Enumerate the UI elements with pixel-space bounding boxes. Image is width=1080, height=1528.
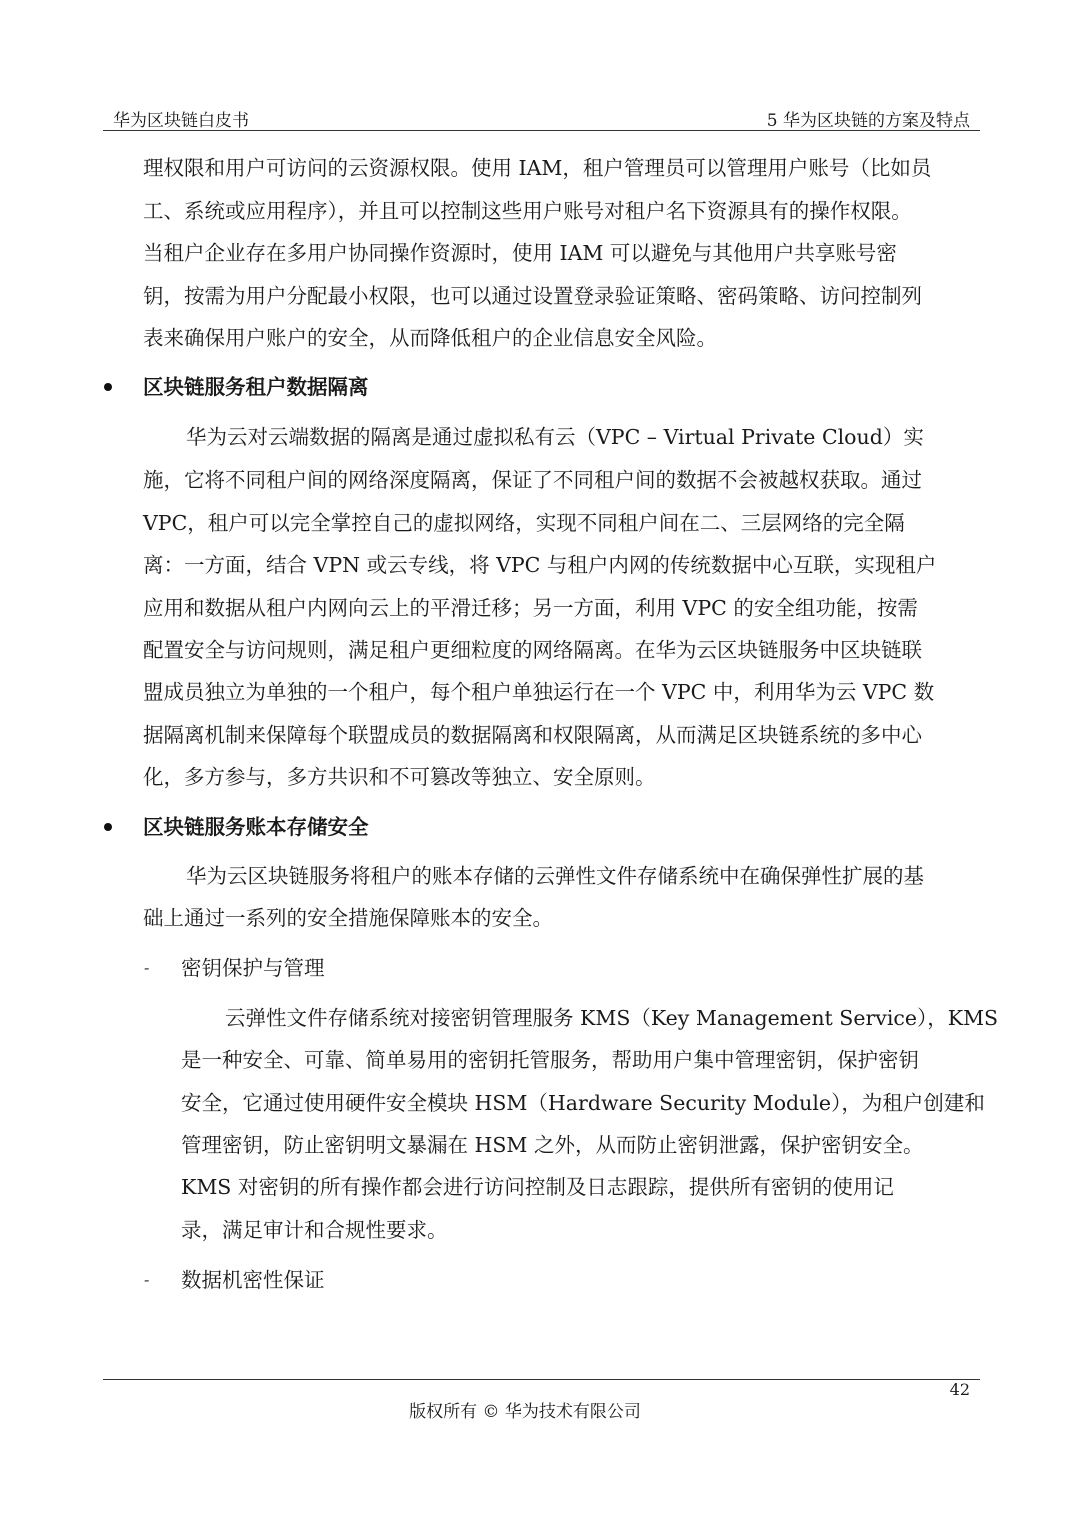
paragraph-line: 理权限和用户可访问的云资源权限。使用 IAM，租户管理员可以管理用户账号（比如员	[143, 156, 932, 180]
dash-marker: -	[144, 958, 150, 977]
sub-heading-data-confidentiality: 数据机密性保证	[181, 1268, 325, 1292]
bullet-dot-icon	[104, 383, 112, 391]
paragraph-line: 盟成员独立为单独的一个租户，每个租户单独运行在一个 VPC 中，利用华为云 VPC 数	[143, 680, 935, 704]
page-number: 42	[949, 1380, 970, 1399]
paragraph-line: 离：一方面，结合 VPN 或云专线，将 VPC 与租户内网的传统数据中心互联，实现租户	[143, 553, 937, 577]
dash-marker: -	[144, 1270, 150, 1289]
paragraph-line: 表来确保用户账户的安全，从而降低租户的企业信息安全风险。	[143, 326, 717, 350]
paragraph-line: 配置安全与访问规则，满足租户更细粒度的网络隔离。在华为云区块链服务中区块链联	[143, 638, 922, 662]
page-header	[103, 104, 980, 131]
bullet-dot-icon	[104, 823, 112, 831]
sub-heading-key-management: 密钥保护与管理	[181, 956, 325, 980]
paragraph-line: 当租户企业存在多用户协同操作资源时，使用 IAM 可以避免与其他用户共享账号密	[143, 241, 897, 265]
paragraph-line: 管理密钥，防止密钥明文暴漏在 HSM 之外，从而防止密钥泄露，保护密钥安全。	[181, 1133, 924, 1157]
paragraph-line: 云弹性文件存储系统对接密钥管理服务 KMS（Key Management Service），KMS	[225, 1006, 999, 1030]
paragraph-line: 础上通过一系列的安全措施保障账本的安全。	[143, 906, 553, 930]
paragraph-line: 安全，它通过使用硬件安全模块 HSM（Hardware Security Module），为租户创建和	[181, 1091, 985, 1115]
header-document-title: 华为区块链白皮书	[113, 111, 249, 131]
paragraph-line: 华为云区块链服务将租户的账本存储的云弹性文件存储系统中在确保弹性扩展的基	[186, 864, 924, 888]
paragraph-line: KMS 对密钥的所有操作都会进行访问控制及日志跟踪，提供所有密钥的使用记	[181, 1175, 894, 1199]
paragraph-line: 钥，按需为用户分配最小权限，也可以通过设置登录验证策略、密码策略、访问控制列	[143, 284, 922, 308]
footer-divider	[103, 1379, 980, 1380]
paragraph-line: 应用和数据从租户内网向云上的平滑迁移；另一方面，利用 VPC 的安全组功能，按需	[143, 596, 918, 620]
paragraph-line: 施，它将不同租户间的网络深度隔离，保证了不同租户间的数据不会被越权获取。通过	[143, 468, 922, 492]
section-heading-ledger-storage: 区块链服务账本存储安全	[143, 815, 369, 839]
paragraph-line: 录，满足审计和合规性要求。	[181, 1218, 448, 1242]
header-chapter-title: 5 华为区块链的方案及特点	[766, 111, 970, 131]
paragraph-line: 华为云对云端数据的隔离是通过虚拟私有云（VPC – Virtual Private Cloud）实	[186, 425, 924, 449]
footer-copyright: 版权所有 © 华为技术有限公司	[409, 1402, 641, 1422]
paragraph-line: 是一种安全、可靠、简单易用的密钥托管服务，帮助用户集中管理密钥，保护密钥	[181, 1048, 919, 1072]
paragraph-line: 化，多方参与，多方共识和不可篡改等独立、安全原则。	[143, 765, 656, 789]
paragraph-line: 据隔离机制来保障每个联盟成员的数据隔离和权限隔离，从而满足区块链系统的多中心	[143, 723, 922, 747]
paragraph-line: 工、系统或应用程序），并且可以控制这些用户账号对租户名下资源具有的操作权限。	[143, 199, 912, 223]
section-heading-tenant-isolation: 区块链服务租户数据隔离	[143, 375, 369, 399]
paragraph-line: VPC，租户可以完全掌控自己的虚拟网络，实现不同租户间在二、三层网络的完全隔	[143, 511, 905, 535]
